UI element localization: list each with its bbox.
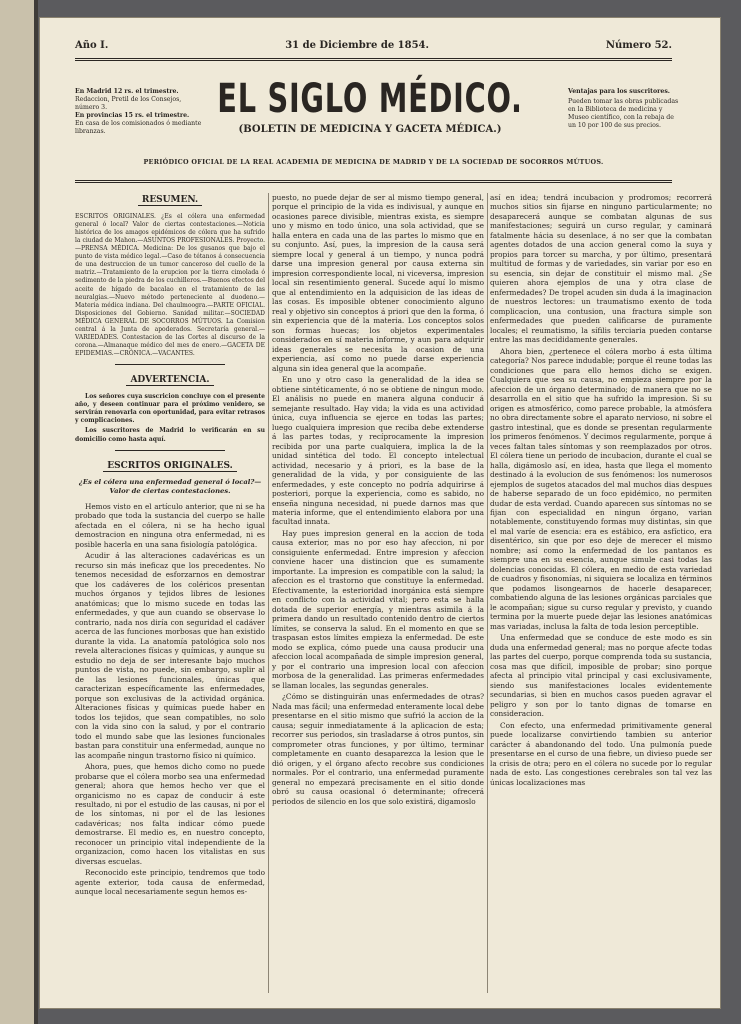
official-subtitle: PERIÓDICO OFICIAL DE LA REAL ACADEMIA DE MEDICINA DE MADRID Y DE LA SOCIEDAD DE SOCORROS MÚTUOS.: [143, 158, 604, 166]
escritos-heading: ESCRITOS ORIGINALES.: [75, 461, 265, 473]
resumen-heading: RESUMEN.: [75, 195, 265, 207]
benefits-heading: Ventajas para los suscritores.: [568, 88, 670, 95]
payment-note: En casa de los comisionados ó mediante libranzas.: [75, 120, 202, 136]
advertencia-heading: ADVERTENCIA.: [75, 375, 265, 387]
resumen-text: ESCRITOS ORIGINALES. ¿Es el cólera una enfermedad general ó local? Valor de ciertas contestaciones.—Noticia histórica de los amagos epidémicos de cólera que ha sufrido la ciudad de Mahon.—ASUNTOS PROFESIONALES. Proyecto.—PRENSA MÉDICA. Medicina: De los gusanos que bajo el punto de vista médico legal.—Caso de tétanos á consecuencia de una destruccion de un tumor canceroso del cuello de la matriz.—Tratamiento de la erupcion por la tierra cimolada ó sedimento de la piedra de los cuchilleros.—Buenos efectos del aceite de hígado de bacalao en el tratamiento de las neuralgias.—Nuevo método perteneciente al duodeno.—Materia médica indiana. Del chaulmoogra.—PARTE OFICIAL. Disposiciones del Gobierno. Sanidad militar.—SOCIEDAD MÉDICA GENERAL DE SOCORROS MÚTUOS. La Comision central á la Junta de apoderados. Secretaría general.—VARIEDADES. Contestacion de las Cortes al discurso de la corona.—Almanaque médico del mes de enero.—GACETA DE EPIDEMIAS.—CRÓNICA.—VACANTES.: [75, 212, 265, 358]
article-paragraph: Reconocido este principio, tendremos que todo agente exterior, toda causa de enfermedad, aunque local necesariamente segun hemos es-: [75, 868, 265, 897]
issue-year: Año I.: [75, 40, 109, 51]
newspaper-page: [40, 18, 720, 1008]
article-paragraph: Hemos visto en el artículo anterior, que ni se ha probado que toda la sustancia del cuerpo se halle afectada en el cólera, ni se ha hecho igual demostracion en ninguna otra enfermedad, ni es posible hacerla en una sana fisiología patológica.: [75, 501, 265, 549]
top-double-rule: [75, 58, 672, 61]
masthead-double-rule: [75, 180, 672, 183]
advertencia-p2: Los suscritores de Madrid lo verificarán en su domicilio como hasta aquí.: [75, 427, 265, 443]
editorial-address: Redaccion, Pretil de los Consejos, número 3.: [75, 96, 182, 112]
newspaper-title: EL SIGLO MÉDICO.: [217, 76, 523, 122]
column-3: [490, 193, 712, 993]
article-paragraph: En uno y otro caso la generalidad de la idea se obtiene sintéticamente, ó no se obtiene de ningun modo. El análisis no puede en manera alguna conducir á semejante resultado. Hay vida; la vida es una actividad única, cuya influencia se ejerce en todas las partes; luego cualquiera impresion que reciba debe extenderse á las partes todas, y recíprocamente la impresion recibida por una parte cualquiera, implica la de la unidad sintética del todo. El concepto intelectual actividad, necesario y á priori, es la base de la generalidad de la vida, y por consiguiente de las enfermedades, y este concepto no podría adquirirse á posteriori, porque la experiencia, como es sabido, no enseña ninguna necesidad, ni puede darnos mas que materia informe, que el entendimiento elabora por una facultad innata.: [272, 375, 484, 527]
article-paragraph: Una enfermedad que se conduce de este modo es sin duda una enfermedad general; mas no porque afecte todas las partes del cuerpo, porque comprenda toda su sustancia, cosa mas que difícil, imposible de probar; sino porque afecta al principio vital principal y casi exclusivamente, siendo sus manifestaciones locales evidentemente secundarias, si bien en muchos casos pueden agravar el peligro y son por lo tanto dignas de tomarse en consideracion.: [490, 633, 712, 719]
divider: [115, 364, 225, 365]
column-separator: [487, 193, 488, 993]
article-paragraph: Con efecto, una enfermedad primitivamente general puede localizarse convirtiendo tambien su anterior carácter á abandonando del todo. Una pulmonía puede presentarse en el curso de una fiebre, un divieso puede ser la crisis de otra; pero en el cólera no sucede por lo regular nada de esto. Las congestiones cerebrales son tal vez las únicas localizaciones mas: [490, 720, 712, 787]
article-paragraph: así en idea; tendrá incubacion y prodromos; recorrerá muchos sitios sin fijarse en ninguno particularmente; no desaparecerá aunque se combatan algunas de sus manifestaciones; seguirá un curso regular, y caminará fatalmente hácia su desenlace, á no ser que la combatan agentes dotados de una accion general como la suya y propios para torcer su marcha, y por último, presentará multitud de formas y de variedades, sin variar por eso en su esencia, sin dejar de constituir el mismo mal. ¿Se quieren ahora ejemplos de una y otra clase de enfermedades? De tropel acuden sin duda á la imaginacion de nuestros lectores: un traumatismo exento de toda complicacion, una contusion, una fractura simple son enfermedades que pueden calificarse de puramente locales; el reumatismo, la sífilis terciaria pueden contarse entre las mas decididamente generales.: [490, 193, 712, 345]
subscriber-benefits-box: [568, 88, 683, 130]
issue-number: Número 52.: [605, 40, 672, 51]
column-2: [272, 193, 484, 993]
article-question: ¿Es el cólera una enfermedad general ó local?—Valor de ciertas contestaciones.: [78, 478, 262, 496]
article-paragraph: ¿Cómo se distinguirán unas enfermedades de otras? Nada mas fácil; una enfermedad enteramente local debe presentarse en el sitio mismo que sufrió la accion de la causa; seguir inmediatamente á la aplicacion de esta; recorrer sus periodos, sin trasladarse á otros puntos, sin comprometer otras funciones, y por último, terminar completamente en cuanto desaparezca la lesion que le dió origen, y el órgano afecto recobre sus condiciones normales. Por el contrario, una enfermedad puramente general no empezará precisamente en el sitio donde obró su causa ocasional ó determinante; ofrecerá periodos de silencio en los que solo existirá, digamoslo: [272, 692, 484, 806]
issue-date: 31 de Diciembre de 1854.: [285, 40, 429, 51]
header-line: [75, 40, 672, 51]
article-paragraph: Ahora, pues, que hemos dicho como no puede probarse que el cólera morbo sea una enfermedad general; ahora que hemos hecho ver que el organicismo no es capaz de conducir á este resultado, ni por el estudio de las causas, ni por el de los síntomas, ni por el de las lesiones cadavéricas; nos falta indicar cómo puede demostrarse. El medio es, en nuestro concepto, reconocer un principio vital independiente de la organizacion, como hacen los vitalistas en sus diversas escuelas.: [75, 762, 265, 866]
divider: [115, 450, 225, 451]
advertencia-p1: Los señores cuya suscricion concluye con el presente año, y deseen continuar para el próximo venidero, se servirán renovarla con oportunidad, para evitar retrasos y complicaciones.: [75, 393, 265, 425]
benefits-text: Pueden tomar las obras publicadas en la Biblioteca de medicina y Museo científico, con la rebaja de un 10 por 100 de sus precios.: [568, 98, 679, 130]
article-paragraph: Hay pues impresion general en la accion de toda causa exterior, mas no por eso hay afeccion, ni por consiguiente enfermedad. Entre impresion y afeccion conviene hacer una distincion que es sumamente importante. La impresion es compatible con la salud; la afeccion es el trastorno que constituye la enfermedad. Efectivamente, la esterioridad inorgánica está siempre en conflicto con la actividad vital; pero esta se halla dotada de superior energía, y mientras asimila á la primera dando un resultado contenido dentro de ciertos límites, se conserva la salud. En el momento en que se traspasan estos límites empieza la enfermedad. De este modo se explica, cómo puede una causa producir una afeccion local acompañada de simple impresion general, y por el contrario una impresion local con afeccion morbosa de la generalidad. Las primeras enfermedades se llaman locales, las segundas generales.: [272, 528, 484, 690]
column-1: [75, 193, 265, 993]
article-paragraph: Ahora bien, ¿pertenece el cólera morbo á esta última categoría? Nos parece indudable; porque él reune todas las condiciones que para ello hemos dicho se exigen. Cualquiera que sea su causa, no empieza siempre por la afeccion de un órgano determinado; de manera que no se desarrolla en el sitio que ha sufrido la impresion. Si su origen es atmosférico, como parece probable, la atmósfera no obra directamente sobre el aparato nervioso, ni sobre el gastro intestinal, que es donde se presentan regularmente los primeros fenómenos. Y decimos regularmente, porque á veces faltan tales síntomas y son reemplazados por otros. El cólera tiene un periodo de incubacion, durante el cual se halla, digámoslo así, en idea, hasta que llega el momento destinado á la evolucion de sus fenómenos: los numerosos ejemplos de sugetos atacados del mal muchos dias despues de haberse separado de un foco epidémico, no permiten dudar de esta verdad. Cuando aparecen sus síntomas no se fijan con especialidad en ningun órgano, varian notablemente, constituyendo formas muy distintas, sin que el mal varíe de esencia: era es estábico, era asfíctico, era disentérico, sin que por eso deje de merecer el mismo nombre; así como la enfermedad de los pantanos es siempre una en su esencia, aunque simule casi todas las dolencias conocidas. El cólera, en medio de esta variedad de cuadros y fisonomías, ni siquiera se localiza en términos que podamos lisongearnos de hacerle desaparecer, combatiendo alguna de las lesiones orgánicas parciales que le acompañan; sigue su curso regular y previsto, y cuando termina por la muerte puede dejar las lesiones anatómicas mas variadas, inclusa la falta de toda lesion perceptible.: [490, 346, 712, 631]
masthead: [210, 76, 530, 135]
article-paragraph: Acudir á las alteraciones cadavéricas es un recurso sin más ineficaz que los precedentes. No tenemos necesidad de esforzarnos en demostrar que los cadáveres de los coléricos presentan muchos órganos y tejidos libres de lesiones anatómicas; que lo mismo sucede en todas las enfermedades, y que aun cuando se observase lo contrario, nada nos diría con seguridad el cadáver acerca de las funciones morbosas que han existido durante la vida. La anatomía patológica solo nos revela alteraciones físicas y químicas, y aunque su estudio no deja de ser interesante bajo muchos puntos de vista, no puede, sin embargo, suplir al de las lesiones funcionales, únicas que caracterizan específicamente las enfermedades, porque son exclusivas de la actividad orgánica. Alteraciones físicas y químicas puede haber en todos los tejidos, que sean compatibles, no solo con la vida sino con la salud, y por el contrario todo el mundo sabe que las lesiones funcionales bastan para constituir una enfermedad, aunque no las acompañe ningun trastorno físico ni químico.: [75, 551, 265, 760]
subscription-box: [75, 88, 205, 136]
adjacent-page-edge: [0, 0, 38, 1024]
column-separator: [268, 193, 269, 993]
price-provinces: En provincias 15 rs. el trimestre.: [75, 112, 190, 120]
price-madrid: En Madrid 12 rs. el trimestre.: [75, 88, 179, 95]
article-paragraph: puesto, no puede dejar de ser al mismo tiempo general, porque el principio de la vida es indivisual, y aunque en ocasiones parece divisible, mientras exista, es siempre uno y mismo en todo único, una sola actividad, que se halla entera en cada una de las partes lo mismo que en su conjunto. Así, pues, la impresion de la causa será siempre local y general á un tiempo, y nunca podrá darse una impresion general por causa externa sin impresion correspondiente local, ni viceversa, impresion local sin resentimiento general. Sucede aquí lo mismo que al entendimiento en la adquisicion de las ideas de las cosas. Es imposible obtener conocimiento alguno real y objetivo sin conceptos á priori que den la forma, ó sin experiencia que dé la materia. Los conceptos solos son formas huecas; los objetos experimentales considerados en sí materia informe, y aun para adquirir ideas generales se necesita la ocasion de una experiencia, así como no puede darse experiencia alguna sin idea general que la acompañe.: [272, 193, 484, 373]
newspaper-subtitle: (BOLETIN DE MEDICINA Y GACETA MÉDICA.): [238, 124, 502, 135]
